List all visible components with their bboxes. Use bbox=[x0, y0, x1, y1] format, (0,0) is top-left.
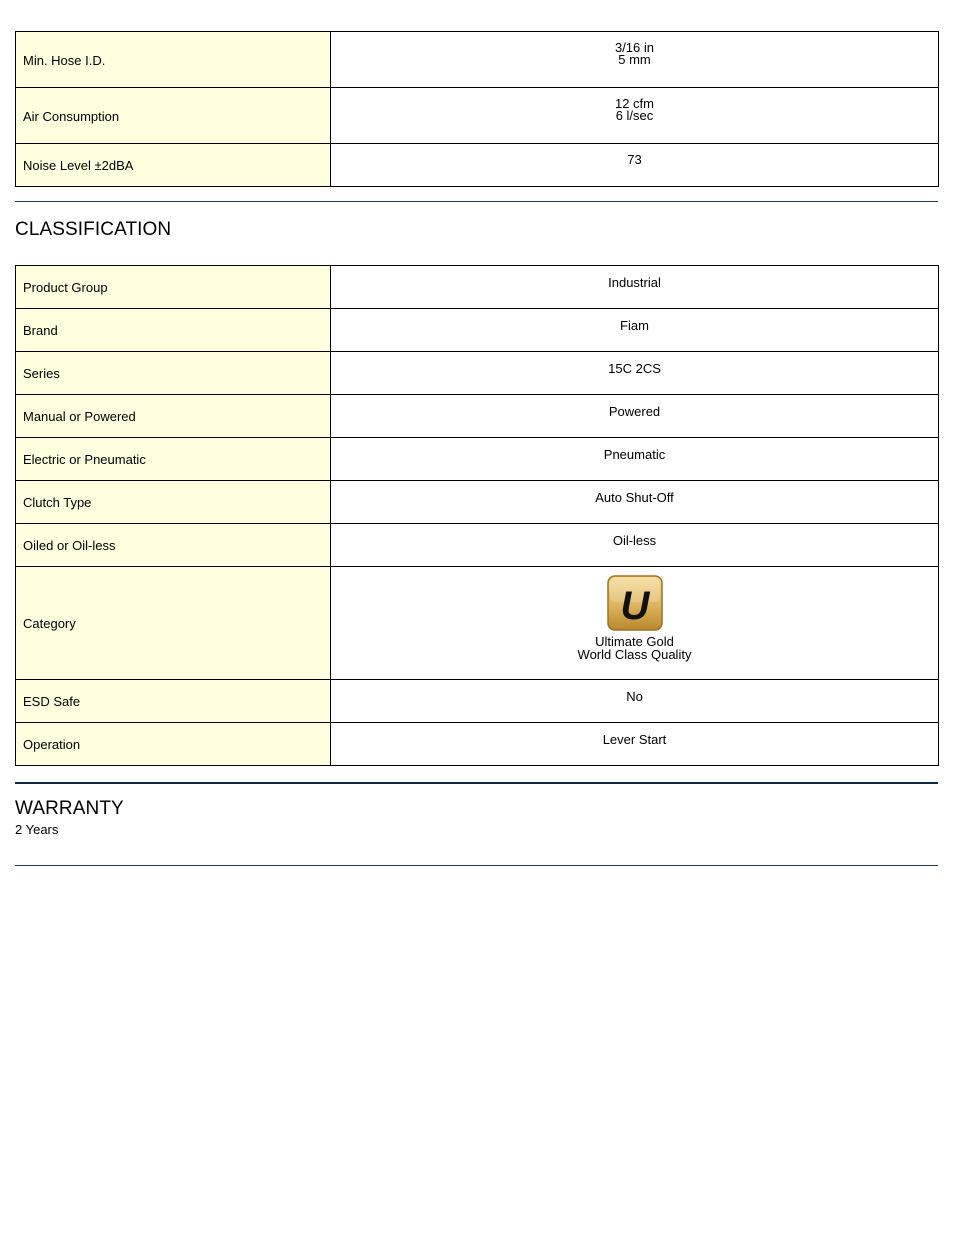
classification-value: Auto Shut-Off bbox=[331, 481, 939, 524]
classification-value: Fiam bbox=[331, 309, 939, 352]
classification-label: Clutch Type bbox=[16, 481, 331, 524]
classification-table bbox=[15, 265, 939, 766]
classification-row-category bbox=[16, 567, 939, 680]
classification-label: Electric or Pneumatic bbox=[16, 438, 331, 481]
classification-row bbox=[16, 309, 939, 352]
spec-value bbox=[331, 32, 939, 88]
classification-label: Category bbox=[16, 567, 331, 680]
spec-value-line: 6 l/sec bbox=[615, 108, 654, 123]
category-value-line: World Class Quality bbox=[577, 647, 692, 662]
classification-label: Manual or Powered bbox=[16, 395, 331, 438]
specifications-table bbox=[15, 31, 939, 187]
classification-label: Product Group bbox=[16, 266, 331, 309]
classification-value: Lever Start bbox=[331, 723, 939, 766]
classification-value: 15C 2CS bbox=[331, 352, 939, 395]
spec-value-line: 3/16 in bbox=[614, 40, 655, 55]
classification-row bbox=[16, 524, 939, 567]
spec-row bbox=[16, 144, 939, 187]
classification-label: Brand bbox=[16, 309, 331, 352]
classification-value: Oil-less bbox=[331, 524, 939, 567]
spec-row bbox=[16, 88, 939, 144]
classification-label: Series bbox=[16, 352, 331, 395]
classification-row bbox=[16, 352, 939, 395]
spec-value bbox=[331, 144, 939, 187]
spec-label: Air Consumption bbox=[16, 88, 331, 144]
classification-value: Industrial bbox=[331, 266, 939, 309]
spec-label: Noise Level ±2dBA bbox=[16, 144, 331, 187]
category-value-line: Ultimate Gold bbox=[595, 634, 674, 649]
classification-row bbox=[16, 395, 939, 438]
spec-label: Min. Hose I.D. bbox=[16, 32, 331, 88]
section-divider bbox=[15, 201, 938, 202]
spec-value-line: 5 mm bbox=[618, 52, 651, 67]
section-divider bbox=[15, 782, 938, 784]
ultimate-gold-u-badge-icon bbox=[607, 575, 663, 631]
classification-label: Oiled or Oil-less bbox=[16, 524, 331, 567]
spec-value-line: 12 cfm bbox=[614, 96, 654, 111]
classification-row bbox=[16, 438, 939, 481]
warranty-text: 2 Years bbox=[15, 822, 59, 837]
classification-row bbox=[16, 266, 939, 309]
section-divider bbox=[15, 865, 938, 866]
classification-row bbox=[16, 723, 939, 766]
classification-row bbox=[16, 680, 939, 723]
classification-heading: CLASSIFICATION bbox=[15, 219, 172, 240]
spec-row bbox=[16, 32, 939, 88]
svg-text:U: U bbox=[620, 584, 649, 628]
classification-value: Powered bbox=[331, 395, 939, 438]
classification-label: ESD Safe bbox=[16, 680, 331, 723]
warranty-heading: WARRANTY bbox=[15, 798, 124, 819]
spec-value bbox=[331, 88, 939, 144]
classification-label: Operation bbox=[16, 723, 331, 766]
classification-row bbox=[16, 481, 939, 524]
classification-value: No bbox=[331, 680, 939, 723]
classification-value: Pneumatic bbox=[331, 438, 939, 481]
spec-value-line: 73 bbox=[627, 152, 642, 167]
category-value bbox=[331, 567, 939, 680]
